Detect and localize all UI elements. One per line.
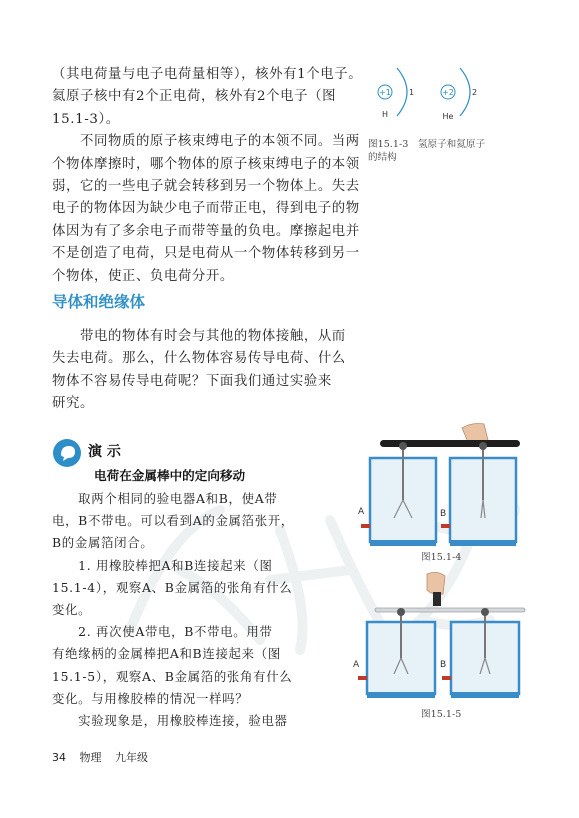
text-line: 取两个相同的验电器A和B，使A带 (52, 491, 278, 506)
text-line: 电子的物体因为缺少电子而带正电，得到电子的物 (52, 201, 360, 217)
electroscope-b-label: B (440, 660, 447, 670)
text-line: B的金属箔闭合。 (52, 535, 154, 551)
demo-subtitle: 电荷在金属棒中的定向移动 (94, 468, 246, 483)
electroscope-metal-rod-figure (345, 570, 535, 700)
atom-figure-caption (368, 138, 518, 164)
text-line: 1. 用橡胶棒把A和B连接起来（图 (52, 557, 273, 573)
demo-title: 演 示 (88, 444, 121, 460)
atom-structure-diagram (365, 62, 495, 124)
caption-line: 图15.1-3 氢原子和氦原子 (368, 139, 486, 150)
intro-paragraph (52, 64, 363, 288)
text-line: 不是创造了电荷，只是电荷从一个物体转移到另一 (52, 246, 360, 262)
text-line: 个物体摩擦时，哪个物体的原子核束缚电子的本领 (52, 156, 360, 172)
hydrogen-atom (378, 68, 414, 119)
helium-nucleus-charge: +2 (442, 88, 454, 97)
hydrogen-electron-count: 1 (409, 88, 415, 97)
electroscope-b (442, 608, 519, 698)
helium-electron-count: 2 (472, 88, 478, 97)
book-grade: 九年级 (115, 751, 148, 764)
text-line: 失去电荷。那么，什么物体容易传导电荷、什么 (52, 351, 346, 367)
demo-paragraph (52, 488, 302, 732)
text-line: 电，B不带电。可以看到A的金属箔张开， (52, 513, 294, 529)
text-line: 15.1-4），观察A、B金属箔的张角有什么 (52, 579, 293, 595)
caption-line: 的结构 (368, 152, 397, 163)
electroscope-a (358, 608, 435, 698)
text-line: 弱，它的一些电子就会转移到另一个物体上。失去 (52, 179, 360, 195)
text-line: 体因为有了多余电子而带等量的负电。摩擦起电并 (52, 223, 360, 239)
text-line: 不同物质的原子核束缚电子的本领不同。当两 (52, 134, 360, 150)
text-line: 氦原子核中有2个正电荷，核外有2个电子（图 (52, 89, 337, 105)
figure-15-1-4-caption: 图15.1-4 (421, 552, 462, 563)
figure-15-1-5-caption: 图15.1-5 (421, 709, 462, 720)
text-line: 个物体，使正、负电荷分开。 (52, 268, 234, 284)
text-line: 研究。 (52, 396, 94, 412)
electroscope-b-label: B (440, 509, 447, 519)
book-subject: 物理 (79, 751, 102, 764)
text-line: 15.1-5），观察A、B金属箔的张角有什么 (52, 668, 293, 684)
conductor-paragraph (52, 326, 362, 416)
electroscope-a-label: A (358, 507, 365, 517)
hydrogen-nucleus-charge: +1 (379, 88, 391, 97)
section-heading: 导体和绝缘体 (52, 293, 146, 311)
electroscope-rubber-rod-figure (350, 420, 530, 550)
speech-bubble-icon (52, 438, 82, 468)
electroscope-b (441, 442, 516, 546)
text-line: 变化。与用橡胶棒的情况一样吗？ (52, 690, 249, 706)
electroscope-a (361, 442, 436, 546)
text-line: 2. 再次使A带电，B不带电。用带 (52, 624, 273, 640)
electroscope-a-label: A (353, 660, 360, 670)
helium-atom (441, 68, 477, 121)
text-line: 物体不容易传导电荷呢？下面我们通过实验来 (52, 373, 332, 389)
text-line: 带电的物体有时会与其他的物体接触，从而 (52, 329, 346, 344)
helium-symbol: He (442, 112, 454, 121)
hydrogen-symbol: H (381, 110, 389, 119)
text-line: 有绝缘柄的金属棒把A和B连接起来（图 (52, 646, 281, 662)
page-number: 34 (52, 751, 66, 764)
text-line: 变化。 (52, 602, 92, 618)
text-line: 实验现象是，用橡胶棒连接，验电器 (52, 713, 288, 729)
page-footer (52, 749, 158, 765)
text-line: （其电荷量与电子电荷量相等），核外有1个电子。 (52, 67, 363, 82)
text-line: 15.1-3）。 (52, 111, 120, 127)
